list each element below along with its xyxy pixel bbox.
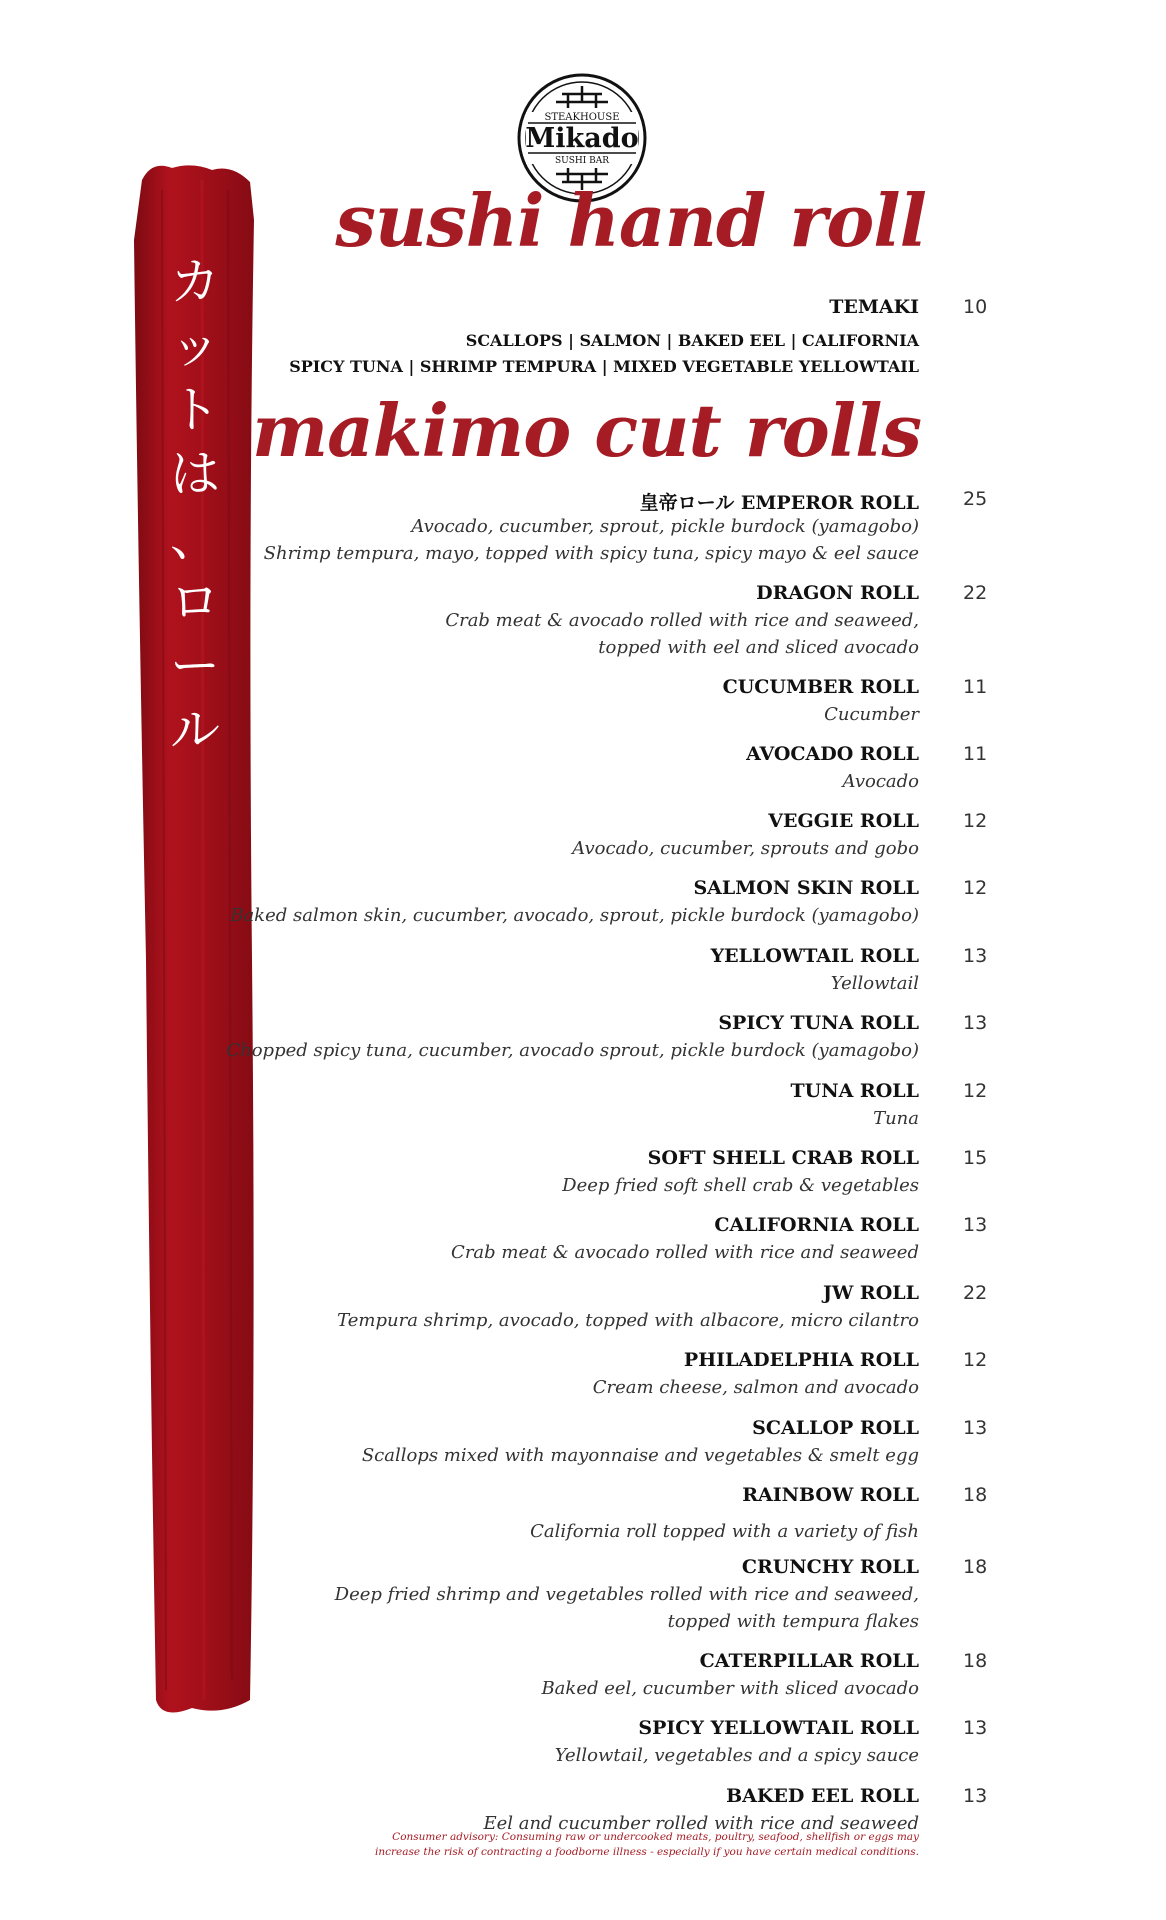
section-title-hand-roll: sushi hand roll: [335, 178, 926, 263]
menu-item-name: CALIFORNIA ROLL: [714, 1214, 919, 1236]
menu-item-price: 13: [963, 1012, 988, 1034]
description-line: Yellowtail, vegetables and a spicy sauce: [554, 1745, 919, 1766]
menu-item-name: YELLOWTAIL ROLL: [710, 945, 919, 967]
menu-item-description: [593, 1374, 919, 1401]
vertical-char: ト: [170, 381, 220, 439]
vertical-char: ッ: [170, 317, 220, 375]
description-line: Cucumber: [824, 704, 919, 725]
menu-item-description: [335, 1581, 919, 1635]
menu-item-price: 22: [963, 1282, 988, 1304]
menu-item-price: 11: [963, 743, 988, 765]
description-line: Tempura shrimp, avocado, topped with albacore, micro cilantro: [337, 1310, 919, 1331]
description-line: Avocado: [842, 771, 919, 792]
advisory-line: increase the risk of contracting a foodborne illness - especially if you have certain medical conditions.: [374, 1846, 919, 1858]
menu-item-description: [530, 1518, 919, 1545]
menu-item-description: [541, 1675, 919, 1702]
menu-item-name: CUCUMBER ROLL: [722, 676, 919, 698]
vertical-char: は: [170, 445, 220, 503]
menu-item-price: 18: [963, 1650, 988, 1672]
menu-item-price: 12: [963, 877, 988, 899]
menu-item-name: AVOCADO ROLL: [746, 743, 919, 765]
menu-item-name: VEGGIE ROLL: [768, 810, 919, 832]
menu-item-name: RAINBOW ROLL: [742, 1484, 919, 1506]
menu-item-price: 15: [963, 1147, 988, 1169]
menu-item-price: 13: [963, 1417, 988, 1439]
description-line: Eel and cucumber rolled with rice and seaweed: [483, 1813, 919, 1834]
menu-item-price: 25: [963, 488, 988, 510]
menu-item-description: [572, 835, 919, 862]
menu-item-description: [362, 1442, 919, 1469]
description-line: Avocado, cucumber, sprout, pickle burdock (yamagobo): [411, 516, 919, 537]
vertical-char: カ: [170, 253, 220, 311]
description-line: Cream cheese, salmon and avocado: [592, 1377, 919, 1398]
description-line: California roll topped with a variety of fish: [530, 1521, 919, 1542]
menu-item-price: 22: [963, 582, 988, 604]
menu-item-name: BAKED EEL ROLL: [726, 1785, 919, 1807]
varieties-line: SCALLOPS | SALMON | BAKED EEL | CALIFORNIA: [465, 331, 919, 350]
description-line: topped with tempura flakes: [667, 1611, 919, 1632]
description-line: Baked eel, cucumber with sliced avocado: [541, 1678, 919, 1699]
menu-item-description: [226, 1037, 919, 1064]
menu-item-price: 13: [963, 945, 988, 967]
description-line: Avocado, cucumber, sprouts and gobo: [572, 838, 919, 859]
temaki-varieties: [289, 328, 919, 380]
vertical-char: 、: [170, 509, 220, 567]
menu-item-description: [264, 513, 919, 567]
description-line: Crab meat & avocado rolled with rice and seaweed: [451, 1242, 919, 1263]
menu-item-name: DRAGON ROLL: [756, 582, 919, 604]
menu-item-name: CATERPILLAR ROLL: [699, 1650, 919, 1672]
menu-item-description: [873, 1105, 919, 1132]
menu-item-price: 13: [963, 1214, 988, 1236]
menu-item-price: 18: [963, 1556, 988, 1578]
description-line: Yellowtail: [830, 973, 919, 994]
description-line: Shrimp tempura, mayo, topped with spicy tuna, spicy mayo & eel sauce: [263, 543, 919, 564]
menu-item-description: [230, 902, 919, 929]
menu-item-description: [337, 1307, 919, 1334]
menu-item-name: SPICY TUNA ROLL: [718, 1012, 919, 1034]
menu-item-name: CRUNCHY ROLL: [741, 1556, 919, 1578]
svg-text:Mikado: Mikado: [525, 123, 639, 154]
description-line: Chopped spicy tuna, cucumber, avocado sprout, pickle burdock (yamagobo): [226, 1040, 919, 1061]
description-line: Deep fried shrimp and vegetables rolled with rice and seaweed,: [334, 1584, 919, 1605]
svg-text:SUSHI BAR: SUSHI BAR: [554, 156, 610, 166]
menu-item-name: JW ROLL: [822, 1282, 919, 1304]
item-price-temaki: 10: [963, 296, 988, 318]
menu-item-name: PHILADELPHIA ROLL: [683, 1349, 919, 1371]
menu-item-price: 13: [963, 1785, 988, 1807]
menu-item-price: 12: [963, 810, 988, 832]
section-title-cut-rolls: makimo cut rolls: [251, 388, 921, 473]
menu-item-description: [824, 701, 919, 728]
menu-item-name: 皇帝ロール EMPEROR ROLL: [639, 492, 919, 514]
menu-item-price: 18: [963, 1484, 988, 1506]
varieties-line: SPICY TUNA | SHRIMP TEMPURA | MIXED VEGETABLE YELLOWTAIL: [289, 357, 919, 376]
menu-item-price: 13: [963, 1717, 988, 1739]
svg-text:STEAKHOUSE: STEAKHOUSE: [544, 112, 620, 123]
vertical-char: ル: [170, 701, 220, 759]
menu-item-description: [445, 607, 919, 661]
description-line: Scallops mixed with mayonnaise and vegetables & smelt egg: [361, 1445, 919, 1466]
vertical-char: ロ: [170, 573, 220, 631]
menu-item-name: SALMON SKIN ROLL: [693, 877, 919, 899]
menu-item-description: [831, 970, 919, 997]
description-line: Crab meat & avocado rolled with rice and seaweed,: [445, 610, 919, 631]
menu-item-description: [451, 1239, 919, 1266]
menu-item-description: [555, 1742, 919, 1769]
vertical-char: ー: [170, 637, 220, 695]
japanese-vertical-text: [165, 250, 225, 762]
menu-item-description: [843, 768, 919, 795]
menu-item-name: SOFT SHELL CRAB ROLL: [647, 1147, 919, 1169]
description-line: Tuna: [873, 1108, 919, 1129]
item-name-temaki: TEMAKI: [829, 296, 919, 318]
menu-item-name: SCALLOP ROLL: [752, 1417, 919, 1439]
description-line: topped with eel and sliced avocado: [598, 637, 919, 658]
consumer-advisory: [375, 1830, 919, 1860]
advisory-line: Consumer advisory: Consuming raw or undercooked meats, poultry, seafood, shellfish or eggs may: [392, 1831, 919, 1843]
menu-item-description: [562, 1172, 919, 1199]
menu-item-price: 11: [963, 676, 988, 698]
description-line: Deep fried soft shell crab & vegetables: [562, 1175, 919, 1196]
description-line: Baked salmon skin, cucumber, avocado, sprout, pickle burdock (yamagobo): [230, 905, 919, 926]
menu-item-name: TUNA ROLL: [790, 1080, 919, 1102]
menu-item-price: 12: [963, 1080, 988, 1102]
menu-item-name: SPICY YELLOWTAIL ROLL: [638, 1717, 919, 1739]
menu-item-price: 12: [963, 1349, 988, 1371]
